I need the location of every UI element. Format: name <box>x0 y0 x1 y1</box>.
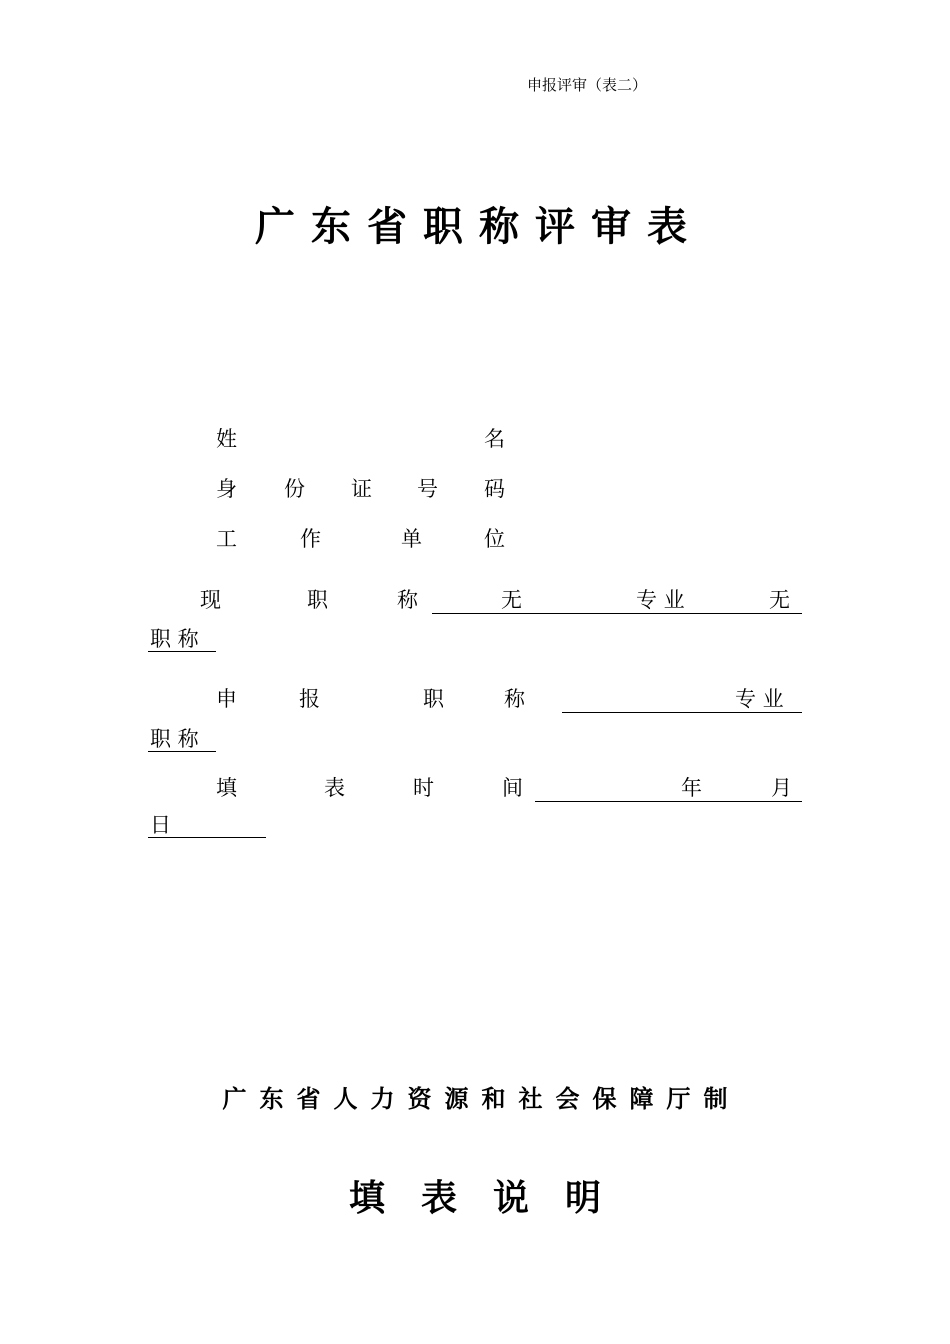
wrap-label: 职 称 <box>150 727 199 751</box>
current-title-value: 无 <box>501 588 522 612</box>
label-char: 填 <box>216 776 237 800</box>
label-char: 间 <box>502 776 523 800</box>
issuer: 广东省人力资源和社会保障厅制 <box>222 1084 741 1113</box>
label-char: 表 <box>324 776 345 800</box>
label-char: 身 <box>216 477 237 501</box>
label-char: 称 <box>504 687 525 711</box>
label-char: 份 <box>284 477 305 501</box>
underline <box>148 651 216 652</box>
label-char: 职 <box>423 687 444 711</box>
instructions-title: 填表说明 <box>348 1177 637 1219</box>
label-char: 单 <box>401 527 422 551</box>
label-char: 姓 <box>216 427 237 451</box>
label-char: 位 <box>484 527 505 551</box>
label-char: 名 <box>484 427 505 451</box>
underline <box>432 613 802 614</box>
specialty-label: 专 业 <box>735 687 784 711</box>
label-char: 码 <box>484 477 505 501</box>
label-char: 证 <box>351 477 372 501</box>
underline <box>535 801 802 802</box>
month-label: 月 <box>771 776 792 800</box>
wrap-label: 职 称 <box>150 627 199 651</box>
label-char: 现 <box>200 588 221 612</box>
underline <box>148 751 216 752</box>
day-label: 日 <box>150 813 171 837</box>
year-label: 年 <box>681 776 702 800</box>
label-char: 职 <box>307 588 328 612</box>
form-number-tag: 申报评审（表二） <box>527 76 648 94</box>
label-char: 号 <box>417 477 438 501</box>
page-title: 广东省职称评审表 <box>255 203 703 250</box>
label-char: 申 <box>216 687 237 711</box>
label-char: 工 <box>216 527 237 551</box>
label-char: 时 <box>413 776 434 800</box>
label-char: 称 <box>397 588 418 612</box>
label-char: 报 <box>299 687 320 711</box>
specialty-label: 专 业 <box>636 588 685 612</box>
specialty-value: 无 <box>769 588 790 612</box>
label-char: 作 <box>300 527 321 551</box>
underline <box>562 712 802 713</box>
underline <box>148 837 266 838</box>
